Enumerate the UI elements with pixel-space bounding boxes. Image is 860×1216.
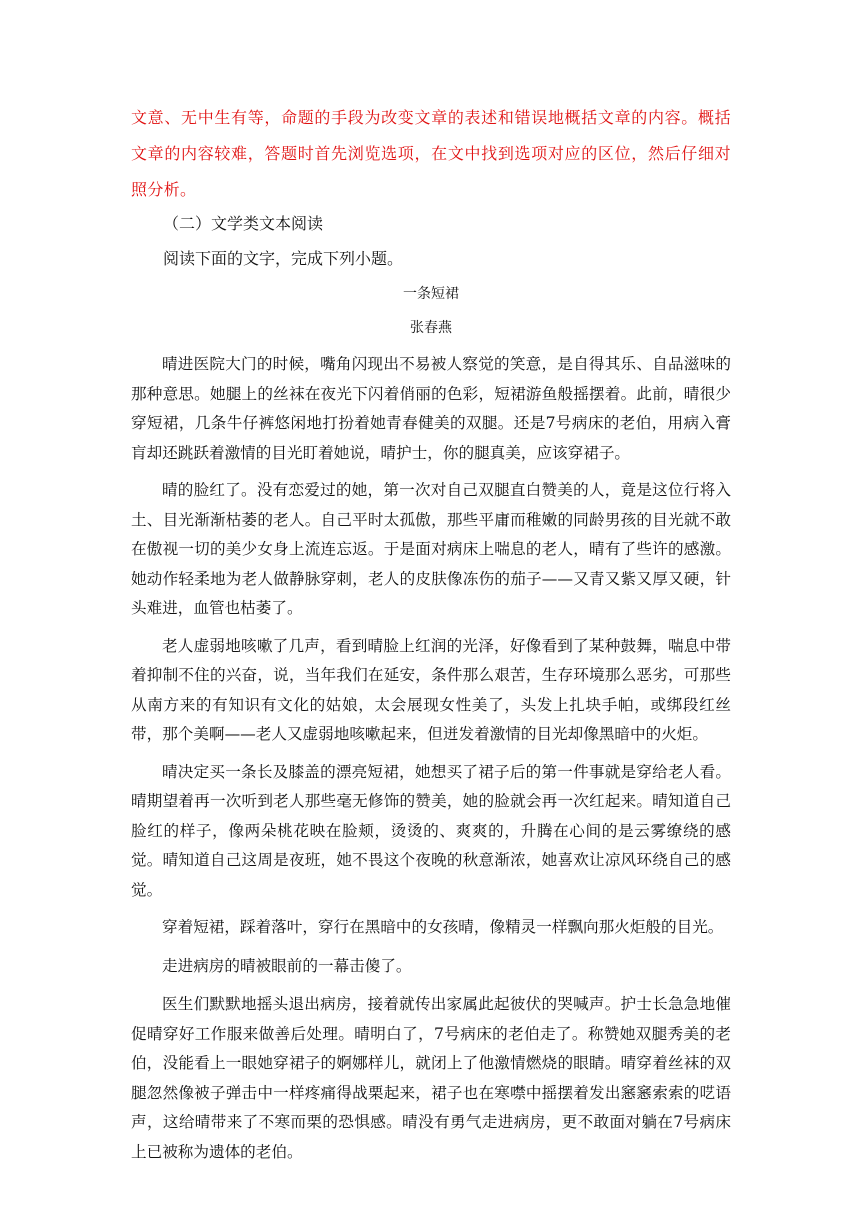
answer-analysis-note: 文意、无中生有等，命题的手段为改变文章的表述和错误地概括文章的内容。概括文章的内容较难，答题时首先浏览选项，在文中找到选项对应的区位，然后仔细对照分析。 <box>131 108 731 199</box>
section-heading: （二）文学类文本阅读 <box>163 214 324 233</box>
story-paragraph-4: 晴决定买一条长及膝盖的漂亮短裙，她想买了裙子后的第一件事就是穿给老人看。晴期望着再一次听到老人那些毫无修饰的赞美，她的脸就会再一次红起来。晴知道自己脸红的样子，像两朵桃花映在脸颊，烫烫的、爽爽的，升腾在心间的是云雾缭绕的感觉。晴知道自己这周是夜班，她不畏这个夜晚的秋意渐浓，她喜欢让凉风环绕自己的感觉。 <box>131 762 731 899</box>
story-author: 张春燕 <box>410 320 452 336</box>
story-paragraph-6: 走进病房的晴被眼前的一幕击傻了。 <box>162 956 412 975</box>
story-paragraph-7: 医生们默默地摇头退出病房，接着就传出家属此起彼伏的哭喊声。护士长急急地催促晴穿好工作服来做善后处理。晴明白了，7号病床的老伯走了。称赞她双腿秀美的老伯，没能看上一眼她穿裙子的婀娜样儿，就闭上了他激情燃烧的眼睛。晴穿着丝袜的双腿忽然像被子弹击中一样疼痛得战栗起来，裙子也在寒噤中摇摆着发出窸窸索索的呓语声，这给晴带来了不寒而栗的恐惧感。晴没有勇气走进病房，更不敢面对躺在7号病床上已被称为遗体的老伯。 <box>131 995 731 1161</box>
story-paragraph-3: 老人虚弱地咳嗽了几声，看到晴脸上红润的光泽，好像看到了某种鼓舞，喘息中带着抑制不住的兴奋，说，当年我们在延安，条件那么艰苦，生存环境那么恶劣，可那些从南方来的有知识有文化的姑娘，太会展现女性美了，头发上扎块手帕，或绑段红丝带，那个美啊——老人又虚弱地咳嗽起来，但迸发着激情的目光却像黑暗中的火炬。 <box>131 636 731 743</box>
document-page <box>131 100 731 1175</box>
reading-instruction: 阅读下面的文字，完成下列小题。 <box>163 249 404 268</box>
story-title: 一条短裙 <box>403 286 459 302</box>
story-paragraph-2: 晴的脸红了。没有恋爱过的她，第一次对自己双腿直白赞美的人，竟是这位行将入土、目光渐渐枯萎的老人。自己平时太孤傲，那些平庸而稚嫩的同龄男孩的目光就不敢在傲视一切的美少女身上流连忘返。于是面对病床上喘息的老人，晴有了些许的感激。她动作轻柔地为老人做静脉穿刺，老人的皮肤像冻伤的茄子——又青又紫又厚又硬，针头难进，血管也枯萎了。 <box>131 481 731 617</box>
story-paragraph-1: 晴进医院大门的时候，嘴角闪现出不易被人察觉的笑意，是自得其乐、自品滋味的那种意思。她腿上的丝袜在夜光下闪着俏丽的色彩，短裙游鱼般摇摆着。此前，晴很少穿短裙，几条牛仔裤悠闲地打扮着她青春健美的双腿。还是7号病床的老伯，用病入膏肓却还跳跃着激情的目光盯着她说，晴护士，你的腿真美，应该穿裙子。 <box>131 355 731 462</box>
story-paragraph-5: 穿着短裙，踩着落叶，穿行在黑暗中的女孩晴，像精灵一样飘向那火炬般的目光。 <box>162 918 724 936</box>
